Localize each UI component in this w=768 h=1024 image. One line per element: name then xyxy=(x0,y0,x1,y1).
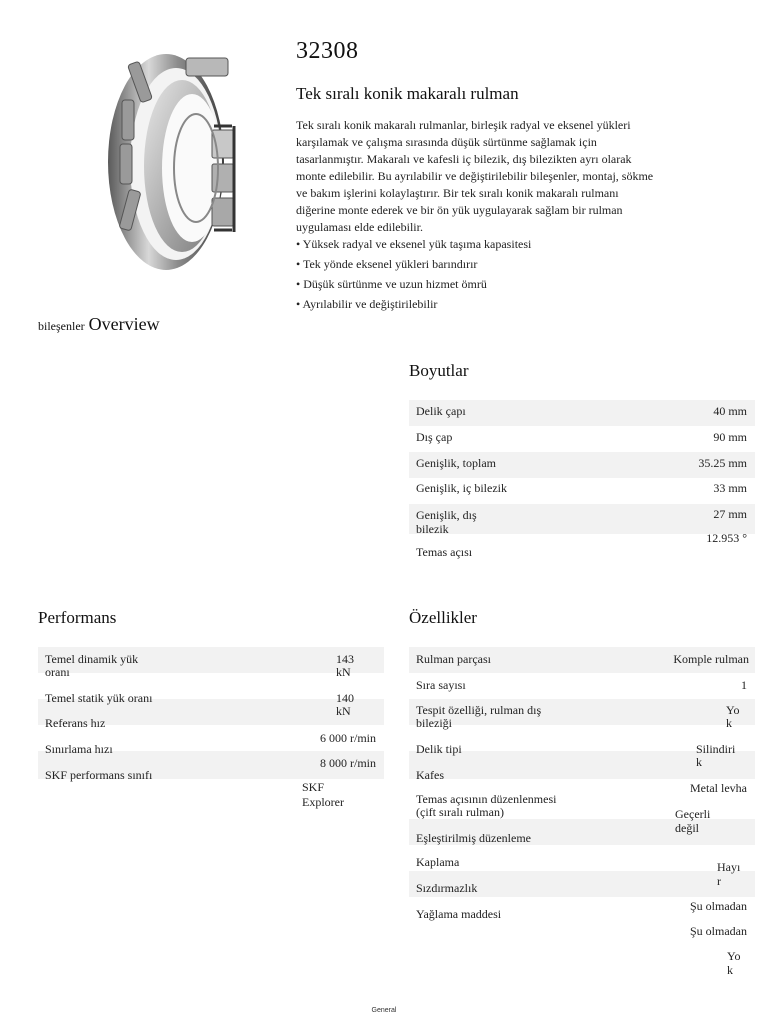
perf-value-unit: kN xyxy=(336,665,351,679)
perf-label-cont: oranı xyxy=(45,665,70,679)
feature-item: • Düşük sürtünme ve uzun hizmet ömrü xyxy=(296,277,487,291)
prop-label: Sıra sayısı xyxy=(416,678,466,692)
row-value: 12.953 ° xyxy=(706,531,747,545)
footer-classification: General xyxy=(371,1007,397,1014)
perf-value-cont: Explorer xyxy=(302,795,344,809)
row-value: 27 mm xyxy=(713,507,747,521)
perf-label: Temel statik yük oranı xyxy=(45,691,153,705)
prop-value: Geçerli xyxy=(675,807,711,821)
perf-value: 8 000 r/min xyxy=(320,756,376,770)
feature-item: • Tek yönde eksenel yükleri barındırır xyxy=(296,257,478,271)
perf-value: 143 xyxy=(336,652,354,666)
prop-label: Kaplama xyxy=(416,855,460,869)
row-label: Genişlik, dış xyxy=(416,508,477,522)
bearing-image xyxy=(36,40,276,280)
description-line: monte edilebilir. Bu ayrılabilir ve değiştirilebilir bileşenler, montaj, sökme xyxy=(296,169,654,183)
row-value: 40 mm xyxy=(713,404,747,418)
perf-label: Referans hız xyxy=(45,716,106,730)
description-line: Tek sıralı konik makaralı rulmanlar, birleşik radyal ve eksenel yükleri xyxy=(296,118,631,132)
perf-value: SKF xyxy=(302,780,325,794)
prop-value-cont: r xyxy=(717,874,721,888)
prop-label: Delik tipi xyxy=(416,742,462,756)
row-label-cont: bilezik xyxy=(416,522,449,536)
prop-value: Yo xyxy=(727,949,741,963)
properties-title: Özellikler xyxy=(409,608,477,627)
prop-label: Eşleştirilmiş düzenleme xyxy=(416,831,531,845)
table-row xyxy=(409,478,755,504)
row-label: Temas açısı xyxy=(416,545,473,559)
prop-value: 1 xyxy=(741,678,747,692)
properties-table xyxy=(409,647,755,987)
perf-value-unit: kN xyxy=(336,704,351,718)
overview-small-label: bileşenler xyxy=(38,319,85,333)
performance-title: Performans xyxy=(38,608,117,627)
prop-value: Komple rulman xyxy=(673,652,749,666)
description-line: diğerine monte ederek ve bir ön yük uygulayarak sağlam bir rulman xyxy=(296,203,623,217)
prop-label-cont: bileziği xyxy=(416,716,452,730)
feature-item: • Yüksek radyal ve eksenel yük taşıma kapasitesi xyxy=(296,237,532,251)
perf-label: Temel dinamik yük xyxy=(45,652,139,666)
row-label: Genişlik, toplam xyxy=(416,456,496,470)
table-row xyxy=(409,400,755,426)
prop-value: Silindiri xyxy=(696,742,736,756)
row-value: 33 mm xyxy=(713,481,747,495)
prop-label: Rulman parçası xyxy=(416,652,491,666)
perf-label: Sınırlama hızı xyxy=(45,742,113,756)
prop-label: Kafes xyxy=(416,768,444,782)
prop-label: Temas açısının düzenlenmesi xyxy=(416,792,557,806)
description-line: karşılamak ve çalışma sırasında düşük sürtünme sağlamak için xyxy=(296,135,597,149)
dimensions-title: Boyutlar xyxy=(409,361,469,380)
prop-value: Şu olmadan xyxy=(690,899,747,913)
prop-label: Sızdırmazlık xyxy=(416,881,478,895)
overview-heading xyxy=(38,314,160,335)
prop-value: Metal levha xyxy=(690,781,747,795)
prop-label: Tespit özelliği, rulman dış xyxy=(416,703,542,717)
description-line: tasarlanmıştır. Makaralı ve kafesli iç bilezik, dış bilezikten ayrı olarak xyxy=(296,152,632,166)
table-row xyxy=(409,531,755,564)
row-label: Genişlik, iç bilezik xyxy=(416,481,507,495)
perf-value: 6 000 r/min xyxy=(320,731,376,745)
perf-label: SKF performans sınıfı xyxy=(45,768,153,782)
row-value: 35.25 mm xyxy=(698,456,747,470)
prop-label: Yağlama maddesi xyxy=(416,907,502,921)
row-value: 90 mm xyxy=(713,430,747,444)
row-label: Dış çap xyxy=(416,430,453,444)
table-row xyxy=(409,426,755,452)
prop-value-cont: k xyxy=(726,716,732,730)
perf-value: 140 xyxy=(336,691,354,705)
performance-table xyxy=(38,647,384,817)
prop-value: Şu olmadan xyxy=(690,924,747,938)
description-line: uygulaması elde edilebilir. xyxy=(296,220,423,234)
prop-label-cont: (çift sıralı rulman) xyxy=(416,805,504,819)
product-description xyxy=(296,117,736,236)
prop-value-cont: k xyxy=(727,963,733,977)
row-label: Delik çapı xyxy=(416,404,466,418)
prop-value: Hayı xyxy=(717,860,741,874)
dimensions-table xyxy=(409,400,755,564)
product-name: Tek sıralı konik makaralı rulman xyxy=(296,84,519,103)
table-row xyxy=(409,504,755,534)
product-number: 32308 xyxy=(296,38,359,64)
prop-value-cont: değil xyxy=(675,821,699,835)
description-line: ve bakım işlerini kolaylaştırır. Bir tek sıralı konik makaralı rulmanı xyxy=(296,186,619,200)
feature-list xyxy=(296,236,736,316)
table-row xyxy=(409,452,755,478)
prop-value-cont: k xyxy=(696,755,702,769)
overview-title: Overview xyxy=(88,314,160,334)
prop-value: Yo xyxy=(726,703,740,717)
feature-item: • Ayrılabilir ve değiştirilebilir xyxy=(296,297,438,311)
